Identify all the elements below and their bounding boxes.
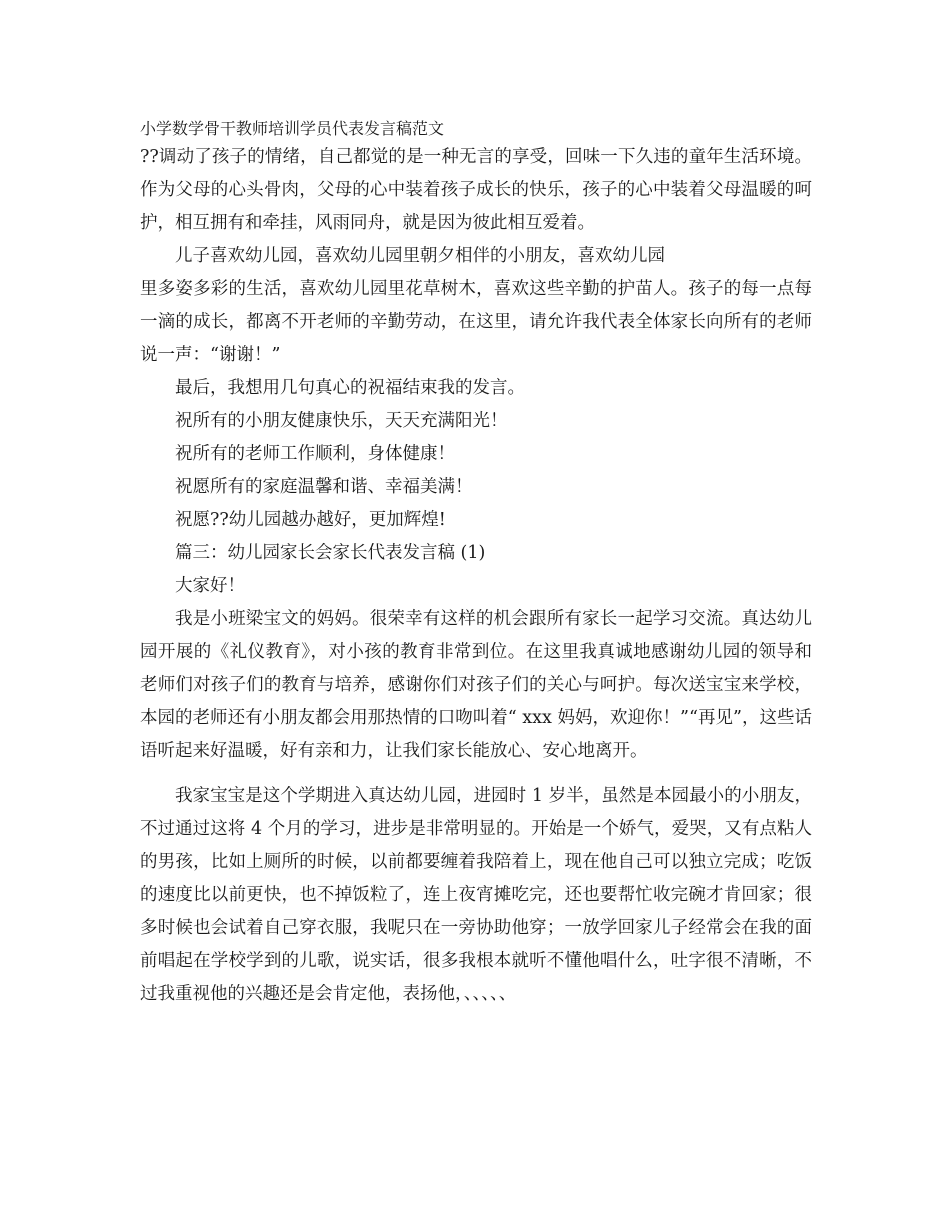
paragraph-progress: 我家宝宝是这个学期进入真达幼儿园，进园时 1 岁半，虽然是本园最小的小朋友，不过通过这将 4 个月的学习，进步是非常明显的。开始是一个娇气，爱哭，又有点粘人的男孩，比如上厕所的时候，以前都要缠着我陪着上，现在他自己可以独立完成；吃饭的速度比以前更快，也不掉饭粒了，连上夜宵摊吃完，还也要帮忙收完碗才肯回家；很多时候也会试着自己穿衣服，我呢只在一旁协助他穿；一放学回家儿子经常会在我的面前唱起在学校学到的儿歌，说实话，很多我根本就听不懂他唱什么，吐字很不清晰，不过我重视他的兴趣还是会肯定他，表扬他，、、、、、 (140, 786, 812, 1004)
section-heading: 篇三：幼儿园家长会家长代表发言稿 (1) (175, 543, 486, 563)
wish-teachers: 祝所有的老师工作顺利，身体健康！ (175, 444, 455, 464)
wish-families: 祝愿所有的家庭温馨和谐、幸福美满！ (175, 477, 473, 497)
paragraph-1: ??调动了孩子的情绪，自己都觉的是一种无言的享受，回味一下久违的童年生活环境。作为父母的心头骨肉，父母的心中装着孩子成长的快乐，孩子的心中装着父母温暖的呵护，相互拥有和牵挂，风雨同舟，就是因为彼此相互爱着。 (140, 147, 812, 233)
document-title: 小学数学骨干教师培训学员代表发言稿范文 (140, 119, 445, 138)
paragraph-introduction: 我是小班梁宝文的妈妈。很荣幸有这样的机会跟所有家长一起学习交流。真达幼儿园开展的《礼仪教育》，对小孩的教育非常到位。在这里我真诚地感谢幼儿园的领导和老师们对孩子们的教育与培养，感谢你们对孩子们的关心与呵护。每次送宝宝来学校，本园的老师还有小朋友都会用那热情的口吻叫着“ xxx 妈妈，欢迎你！”“再见”，这些话语听起来好温暖，好有亲和力，让我们家长能放心、安心地离开。 (140, 609, 812, 761)
wish-children: 祝所有的小朋友健康快乐，天天充满阳光！ (175, 411, 508, 431)
paragraph-3: 里多姿多彩的生活，喜欢幼儿园里花草树木，喜欢这些辛勤的护苗人。孩子的每一点每一滴的成长，都离不开老师的辛勤劳动，在这里，请允许我代表全体家长向所有的老师说一声：“谢谢！” (140, 279, 812, 365)
wish-kindergarten: 祝愿??幼儿园越办越好，更加辉煌! (175, 510, 446, 530)
greeting: 大家好！ (175, 576, 245, 596)
paragraph-2: 儿子喜欢幼儿园，喜欢幼儿园里朝夕相伴的小朋友，喜欢幼儿园 (175, 246, 665, 266)
paragraph-closing: 最后，我想用几句真心的祝福结束我的发言。 (175, 378, 525, 398)
document-body (140, 116, 812, 1011)
